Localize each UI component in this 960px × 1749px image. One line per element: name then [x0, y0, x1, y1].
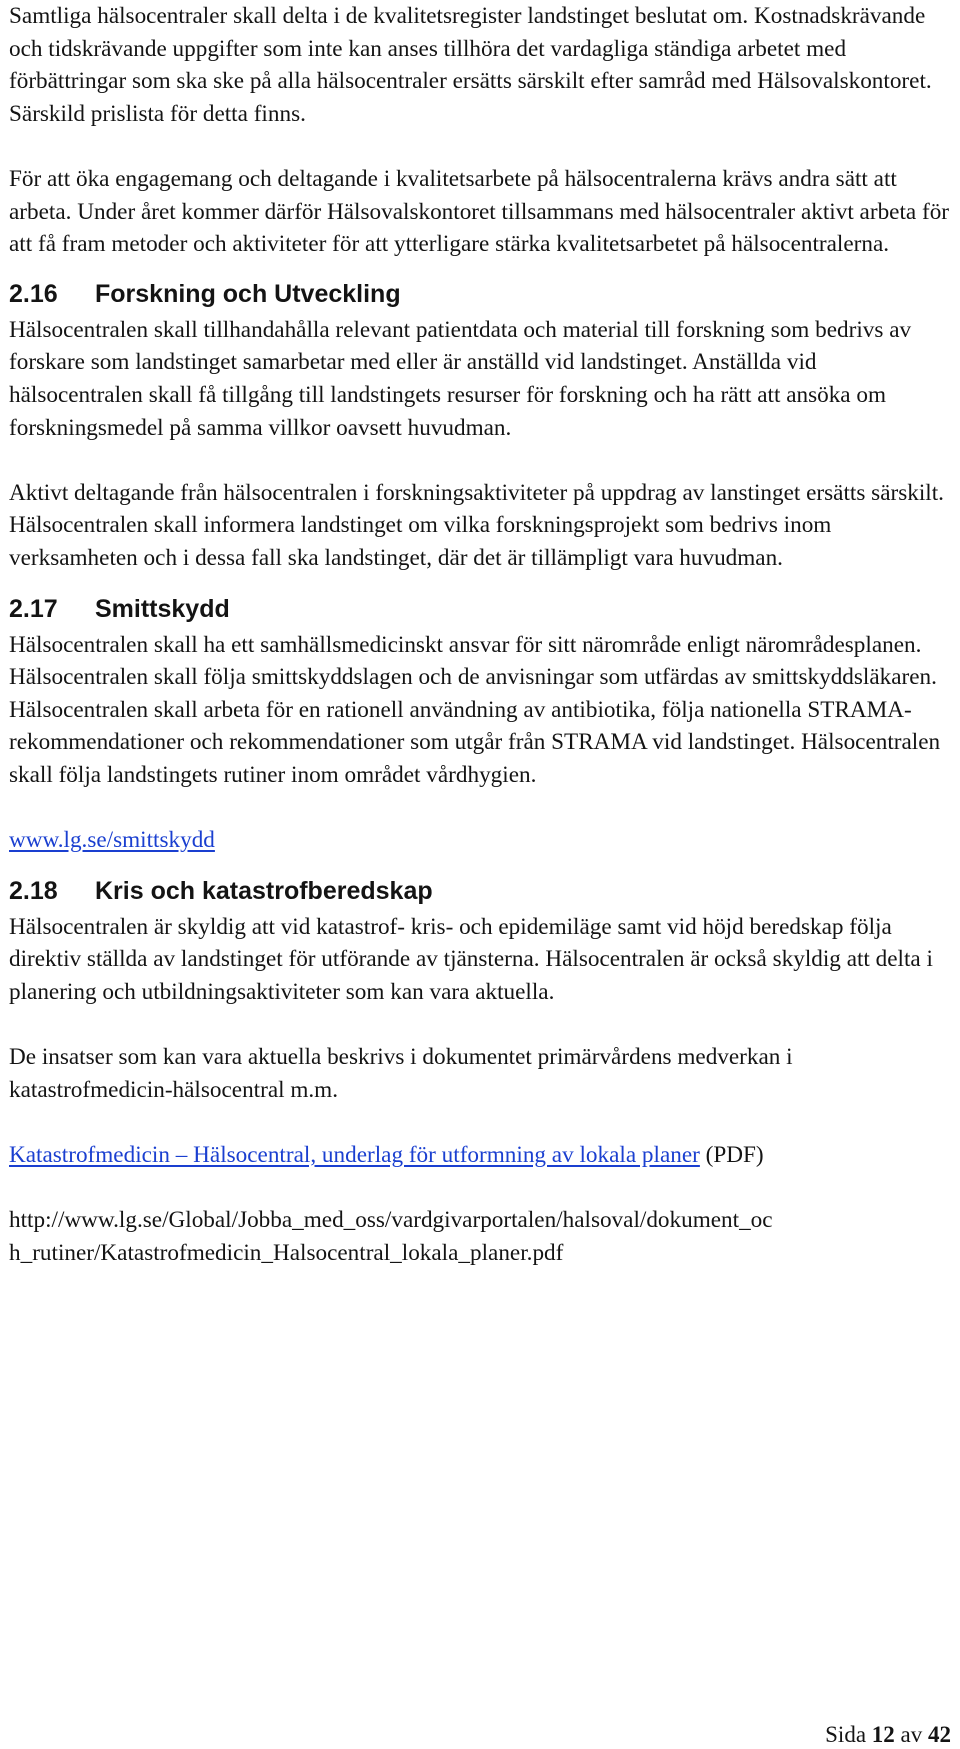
section-2-16-paragraph-1: Hälsocentralen skall tillhandahålla relevant patientdata och material till forskning som bedrivs av forskare som landstinget samarbetar med eller är anställd vid landstinget. Anställda vid hälsocentralen skall få tillgång till landstingets resurser för forskning och ha rätt att ansöka om forskningsmedel på samma villkor oavsett huvudman.: [9, 316, 912, 441]
section-number: 2.17: [9, 594, 58, 623]
document-page: [9, 0, 954, 1269]
section-2-18-paragraph-1: Hälsocentralen är skyldig att vid katastrof- kris- och epidemiläge samt vid höjd beredskap följa direktiv ställda av landstinget för utförande av tjänsterna. Hälsocentralen är också skyldig att delta i planering och utbildningsaktiviteter som kan vara aktuella.: [9, 913, 933, 1005]
intro-paragraph-2: För att öka engagemang och deltagande i kvalitetsarbete på hälsocentralerna krävs andra sätt att arbeta. Under året kommer därför Hälsovalskontoret tillsammans med hälsocentraler aktivt arbeta för att få fram metoder och aktiviteter för att ytterligare stärka kvalitetsarbetet på hälsocentralerna.: [9, 165, 950, 258]
total-page-number: 42: [928, 1722, 951, 1747]
smittskydd-link[interactable]: www.lg.se/smittskydd: [9, 827, 215, 854]
section-2-17-paragraph-1: Hälsocentralen skall ha ett samhällsmedicinskt ansvar för sitt närområde enligt närområdesplanen. Hälsocentralen skall följa smittskyddslagen och de anvisningar som utfärdas av smittskyddsläkaren. Hälsocentralen skall arbeta för en rationell användning av antibiotika, följa nationella STRAMA-rekommendationer och rekommendationer som utgår från STRAMA vid landstinget. Hälsocentralen skall följa landstingets rutiner inom området vårdhygien.: [9, 631, 941, 788]
smittskydd-link-paragraph: [9, 824, 954, 857]
section-2-16-paragraph-2: Aktivt deltagande från hälsocentralen i forskningsaktiviteter på uppdrag av lanstinget ersätts särskilt. Hälsocentralen skall informera landstinget om vilka forskningsprojekt som bedrivs inom verksamheten och i dessa fall ska landstinget, där det är tillämpligt vara huvudman.: [9, 479, 944, 571]
url-line-1: http://www.lg.se/Global/Jobba_med_oss/vardgivarportalen/halsoval/dokument_oc: [9, 1207, 773, 1233]
intro-paragraph-1: Samtliga hälsocentraler skall delta i de kvalitetsregister landstinget beslutat om. Kostnadskrävande och tidskrävande uppgifter som inte kan anses tillhöra det vardagliga ständiga arbetet med förbättringar som ska ske på alla hälsocentraler ersätts särskilt efter samråd med Hälsovalskontoret. Särskild prislista för detta finns.: [9, 3, 932, 127]
katastrofmedicin-pdf-link[interactable]: Katastrofmedicin – Hälsocentral, underlag för utformning av lokala planer: [9, 1141, 700, 1168]
pdf-label: (PDF): [699, 1141, 764, 1168]
current-page-number: 12: [871, 1722, 895, 1747]
section-title: Kris och katastrofberedskap: [95, 876, 433, 905]
section-2-18-paragraph-2: De insatser som kan vara aktuella beskrivs i dokumentet primärvårdens medverkan i katastrofmedicin-hälsocentral m.m.: [9, 1044, 793, 1103]
katastrofmedicin-link-paragraph: [9, 1139, 954, 1172]
section-heading-2-18: [9, 875, 954, 908]
section-heading-2-17: [9, 593, 954, 626]
url-line-2: h_rutiner/Katastrofmedicin_Halsocentral_lokala_planer.pdf: [9, 1239, 564, 1266]
section-heading-2-16: [9, 278, 954, 311]
section-number: 2.18: [9, 876, 58, 905]
section-title: Forskning och Utveckling: [95, 279, 401, 308]
page-of-label: av: [894, 1722, 928, 1747]
katastrofmedicin-url: [9, 1204, 954, 1269]
page-label: Sida: [825, 1722, 872, 1747]
section-title: Smittskydd: [95, 594, 230, 623]
page-number-footer: [825, 1722, 951, 1748]
section-number: 2.16: [9, 279, 58, 308]
